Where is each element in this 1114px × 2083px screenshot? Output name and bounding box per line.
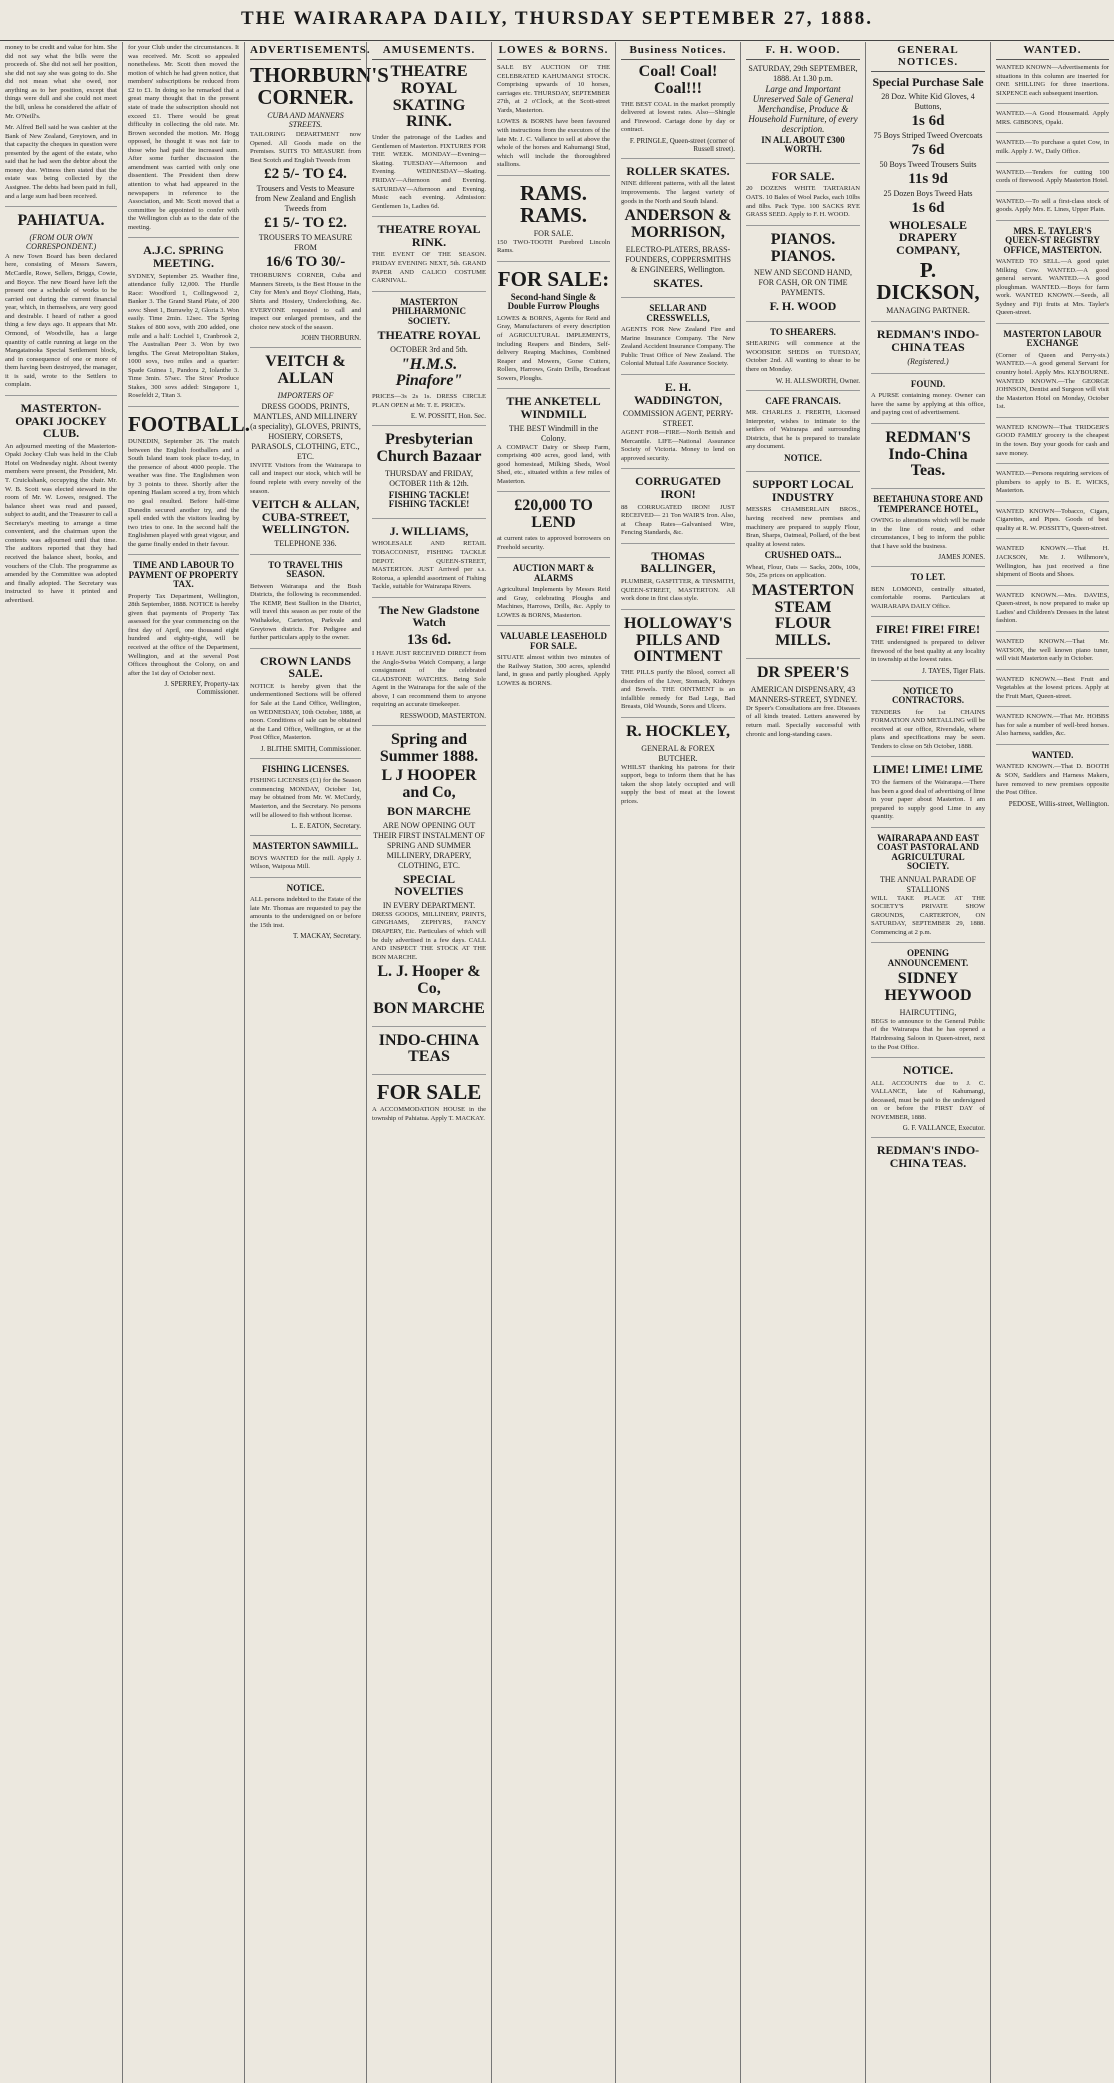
ad-heading: ANDERSON & MORRISON, [624,207,732,241]
ad-heading: IN ALL ABOUT £300 WORTH. [761,135,845,155]
ad-heading: PIANOS. PIANOS. [770,230,836,265]
ad-heading: P. DICKSON, [876,258,980,305]
ad-text: ARE NOW OPENING OUT THEIR FIRST INSTALMENT OF SPRING AND SUMMER MILLINERY, DRAPERY, CLOTHING, ETC. [373,820,485,870]
ad-heading: TO TRAVEL THIS SEASON. [268,559,343,580]
ad-heading: REDMAN'S Indo-China Teas. [885,428,971,480]
notice-text: ALL ACCOUNTS due to J. C. VALLANCE, late of Kahumangi, deceased, must be paid to the undersigned on or before the FIRST DAY of NOVEMBER, 1888. [871,1079,985,1121]
column-heading: AMUSEMENTS. [372,44,486,60]
ad-heading: THEATRE ROYAL RINK. [377,222,481,249]
lime-ad [871,763,985,827]
notice-signature: J. BLITHE SMITH, Commissioner. [260,744,361,753]
notice-heading: FISHING LICENSES. [261,763,350,774]
ad-text: TO the farmers of the Wairarapa.—There has been a good deal of advertising of lime in your paper about Masterton. I am prepared to supply good Lime in any quantity. [871,778,985,821]
tea-ad [372,1033,486,1076]
ad-text: at current rates to approved borrowers on Freehold security. [497,534,610,551]
ad-show-title: "H.M.S. Pinafore" [395,355,463,390]
ad-text: 20 DOZENS WHITE TARTARIAN OATS. 10 Bales of Wool Packs, each 10lbs and 8lbs. Pack Type. 100 SACKS RYE GRASS SEED. Apply to F. H. WOOD. [746,185,860,219]
ad-text: PRICES—3s 2s 1s. DRESS CIRCLE PLAN OPEN at Mr. T. E. PRICE's. [372,393,486,409]
ad-line: 50 Boys Tweed Trousers Suits [879,159,977,169]
ad-text: WANTED KNOWN.—That D. BOOTH & SON, Saddlers and Harness Makers, have removed to new premises opposite the Post Office. [996,763,1109,797]
ad-text: FOR CASH, OR ON TIME PAYMENTS. [758,278,848,298]
ad-subheading: THE BEST Windmill in the Colony. [508,423,599,443]
ad-text: THE undersigned is prepared to deliver firewood of the best quality at any locality in township at the lowest rates. [871,639,985,664]
ad-heading: NOTICE. [784,452,822,463]
special-sale-ad [871,76,985,322]
shearers-notice [746,328,860,391]
notice-signature: JAMES JONES. [938,553,985,562]
ad-subheading: IMPORTERS OF [277,390,334,400]
ad-text: LOWES & BORNS, Agents for Reid and Gray, Manufacturers of every description of AGRICULTURAL IMPLEMENTS, including Reapers and Binders, Self-delivery Reaping Machines, Combined Reaper and Mowers, Gorse Cutters, Rollers, Harrows, Grain Drills, Broadcast Sowers, Ploughs. [497,314,610,382]
ad-heading: CRUSHED OATS... [764,550,842,561]
property-tax-notice [128,561,239,701]
ad-text: WANTED KNOWN.—Best Fruit and Vegetables at the lowest prices. Apply at the Fruit Mart, Queen-street. [996,675,1109,700]
ad-text: 150 TWO-TOOTH Purebred Lincoln Rams. [497,238,610,255]
chamberlain-ad [746,478,860,659]
ad-subheading: IN EVERY DEPARTMENT. [382,900,476,910]
article-text: A new Town Board has been declared here, consisting of Messrs Sawers, McCardle, Rowe, Sellers, Briggs, Cowie, and Boyce. The new Board have left the present one a schedule of works to be carried out during the current financial year, which, in themselves, are very good and desirable. I heard of rather a good thing a few days ago. It appears that Mr. Ormond, of Woodville, has a large quantity of cattle running at large on the Mangatainoka Special Settlement block, and in consequence of one or more of them having been destroyed, the manager, it is said, wrote to the Settlers to complain. [5,252,117,389]
ad-subheading: Second-hand Single & Double Furrow Ploughs [507,292,600,312]
notice-heading: NOTICE. [286,882,325,893]
ploughs-ad [497,268,610,389]
ad-subheading: COMMISSION AGENT, PERRY-STREET. [622,409,734,429]
ad-text: I HAVE JUST RECEIVED DIRECT from the Anglo-Swiss Watch Company, a large consignment of the celebrated GLADSTONE WATCHES. Being Sole Agent in the Wairarapa for the sale of the above, I can recommend them to anyone requiring an accurate timekeeper. [372,649,486,709]
ad-text: WANTED KNOWN—That TRIDGER'S GOOD FAMILY grocery is the cheapest in the town. Buy your goods for cash and save money. [996,423,1109,457]
ad-price: £2 5/- TO £4. [264,166,347,183]
ad-heading: L J HOOPER and Co, [381,767,477,802]
ad-subheading: AMERICAN DISPENSARY, 43 MANNERS-STREET, SYDNEY. [749,684,857,704]
ad-text: THE EVENT OF THE SEASON. FRIDAY EVENING NEXT, 5th. GRAND PAPER AND CALICO COSTUME CARNIVAL. [372,251,486,285]
ad-signature: PEDOSE, Willis-street, Wellington. [1008,799,1109,808]
article-subheading: (FROM OUR OWN CORRESPONDENT.) [25,232,97,251]
notice-text: ALL persons indebted to the Estate of the late Mr. Thomas are requested to pay the amounts to the undersigned on or before the 15th inst. [250,896,361,929]
hairdresser-ad [871,949,985,1058]
ad-heading: Presbyterian Church Bazaar [376,431,482,466]
ad-heading: AUCTION MART & ALARMS [512,563,595,583]
article-heading: PAHIATUA. [17,212,105,230]
notice-signature: W. H. ALLSWORTH, Owner. [775,376,860,385]
windmill-ad [497,395,610,492]
ad-heading: FIRE! FIRE! FIRE! [876,622,980,637]
ad-subheading: (Registered.) [907,356,949,366]
ad-text: Between Wairarapa and the Bush Districts, the following is recommended. The KEMP, Best Stallion in the District, will travel this season as per route of the Waihakeke, Carterton, Parkvale and Greytown districts. For Pedigree and further particulars apply to the owner. [250,582,361,642]
carnival-ad [372,223,486,291]
ad-text: DRESS GOODS, MILLINERY, PRINTS, GINGHAMS, ZEPHYRS, FANCY DRAPERY, Etc. Particulars of which will be duly advertised in a few days. CALL AND INSPECT THE STOCK AT THE BON MARCHE. [372,910,486,961]
notice-text: A PURSE containing money. Owner can have the same by applying at this office, and paying cost of advertisement. [871,392,985,417]
notice-signature: L. E. EATON, Secretary. [291,822,361,831]
spring-summer-ad [372,732,486,1027]
newspaper-title: THE WAIRARAPA DAILY, THURSDAY SEPTEMBER 27, 1888. [240,8,874,29]
ad-text: WHOLESALE AND RETAIL TOBACCONIST, FISHING TACKLE DEPOT. QUEEN-STREET, MASTERTON. JUST Arrived per s.s. Rotorua, a splendid assortment of Fishing Tackle, suitable for Wairarapa Rivers. [372,540,486,591]
to-let-ad [871,573,985,617]
notice-heading: TIME AND LABOUR TO PAYMENT OF PROPERTY TAX. [128,560,239,590]
oats-sale-ad [746,170,860,226]
leasehold-ad [497,632,610,693]
ad-heading: FOR SALE. [771,168,835,183]
ad-heading: CAFE FRANCAIS. [765,395,841,406]
ad-heading: RAMS. RAMS. [519,180,588,227]
column-3 [244,42,389,2083]
ad-heading: Spring and Summer 1888. [379,730,479,765]
redman-tea-ad [871,328,985,373]
ad-text: BEN LOMOND, centrally situated, comfortable rooms. Particulars at WAIRARAPA DAILY Office. [871,585,985,610]
masthead [0,0,1114,41]
article-text: Mr. Alfred Bell said he was cashier at the Bank of New Zealand, Greytown, and in that capacity the cheques in question were presented by the agent of the estate, who said that he had seen the debtor about the money due. Witness then stated that the estate was being collected by the Assignee. The debts had been paid in full, and a large sum had been received. [5,124,117,200]
rams-ad [497,182,610,262]
ad-signature: F. H. WOOD [769,299,837,314]
columns-container [0,42,1114,2083]
ad-text: THORBURN'S CORNER, Cuba and Manners Streets, is the Best House in the City for Men's and Boys' Clothing, Hats, Shirts and Hosiery, Underclothing, &c. EVERYONE requested to call and inspect our enlarged premises, and the choice new stock of the season. [250,272,361,331]
ad-text: Agricultural Implements by Messrs Reid and Gray, celebrating Ploughs and Machines, Harrows, Drills, &c. Apply to LOWES & BORNS, Masterton. [497,585,610,619]
ad-subheading: BON MARCHE [387,804,471,819]
notice-text: OWING to alterations which will be made in the line of route, and other circumstances, I beg to inform the public that I have sold the business. [871,517,985,550]
ad-subheading: Large and Important Unreserved Sale of General Merchandise, Produce & Household Furniture, of every description. [748,84,858,134]
ad-price: 7s 6d [911,141,945,158]
contractors-notice [871,687,985,758]
ad-line: TROUSERS TO MEASURE FROM [258,233,353,253]
ad-text: SALE BY AUCTION OF THE CELEBRATED KAHUMANGI STOCK. Comprising upwards of 10 horses, carriages etc. THURSDAY, SEPTEMBER 27th, at 2 o'Clock, at the Scott-street Yards, Masterton. [497,64,610,114]
auction-ad [497,64,610,176]
wanted-ad [996,508,1109,540]
ad-subheading: BON MARCHE [373,999,485,1017]
ad-text: AGENT FOR—FIRE—North British and Mercantile. LIFE—National Assurance Society of Victoria. Money to lend on approved security. [621,429,735,462]
article-text: An adjourned meeting of the Masterton-Opaki Jockey Club was held in the Club Hotel on Wednesday night. About twenty members were present, the President, Mr. T. Cruickshank, occupying the chair. Mr. W. B. Scott was elected steward in the room of Mr. W. Lowes, resigned. The balance sheet was read and passed, subject to audit, and the Treasurer to call a Secretary's meeting to arrange a time convenient, and the chairman upon the contents was adjourned until that time. The auditors reported that they had received the balance sheet, books, and vouchers of the Club. The programme as amended by the Committee was adopted and finally adopted. The Secretary was instructed to have it printed and advertised. [5,442,117,604]
wanted-ad [996,169,1109,192]
ad-text: WANTED TO SELL.—A good quiet Milking Cow. WANTED.—A good general servant. WANTED.—A good ploughman. WANTED.—Boys for farm work. WANTED KNOWN.—Seeds, all Sydney and Fiji fruits at Mrs. Tayler's Queen-street. [996,258,1109,317]
ad-text: WANTED KNOWN.—That Mr. HOBBS has for sale a number of well-bred horses. Also harness, saddles, &c. [996,713,1109,738]
ad-price: 16/6 TO 30/- [265,254,346,271]
ad-text: WANTED.—To sell a first-class stock of goods. Apply Mrs. E. Lines, Upper Plain. [996,197,1109,214]
ad-price: 1s 6d [911,199,945,216]
ad-heading: L. J. Hooper & Co, [377,963,481,998]
ad-text: BOYS WANTED for the mill. Apply J. Wilson, Waipoua Mill. [250,854,361,871]
wanted-ad [996,676,1109,708]
notice-text: TENDERS for 1st CHAINS FORMATION AND METALLING will be received at our office, Riversdale, where plans and specifications may be seen. Tenders to close on 5th October, 1888. [871,708,985,750]
fishing-licenses-notice [250,765,361,836]
crown-lands-notice [250,655,361,759]
stallion-ad [250,561,361,649]
article-text: DUNEDIN, September 26. The match between the English footballers and a South Island team took place to-day, in the presence of about 4000 people. The weather was fine. The Englishmen won by 3 points to three. Shortly after the opening Haslam scored a try, from which no goal resulted. Before half-time Dunedin secured another try, and the spell ended with the visitors leading by two tries to one. In the second half the Englishmen played with great vigour, and the game finally ended in their favour. [128,438,239,548]
coal-ad [621,64,735,159]
williams-tobacconist-ad [372,525,486,598]
jockey-club-article [5,402,117,610]
vallance-notice [871,1064,985,1138]
ad-subheading: FOR SALE. [533,228,574,238]
notice-text: NOTICE is hereby given that the undermentioned Sections will be offered for Sale at the Land Office, Wellington, on WEDNESDAY, 10th October, 1888, at noon. Conditions of sale can be obtained at the Land Office, Wellington, or at the Post Office, Masterton. [250,682,361,742]
ad-text: WANTED KNOWN.—Mrs. DAVIES, Queen-street, is now prepared to make up Ladies' and Children's Dresses in the latest fashion. [996,591,1109,625]
ad-text: PLUMBER, GASFITTER, & TINSMITH, QUEEN-STREET, MASTERTON. All work done in first class style. [621,578,735,603]
registry-office-ad [996,227,1109,324]
ad-list: DRESS GOODS, PRINTS, MANTLES, AND MILLINERY (a speciality), GLOVES, PRINTS, HOSIERY, CORSETS, PARASOLS, CLOTHING, ETC., ETC. [250,401,361,461]
found-notice [871,380,985,424]
ad-heading: THE ANKETELL WINDMILL [506,394,601,421]
redman-tea-ad-2 [871,430,985,489]
wanted-ad [996,638,1109,670]
column-8 [865,42,990,2083]
ad-text: WANTED.—A Good Housemaid. Apply MRS. GIBBONS, Opaki. [996,110,1109,126]
ad-text: MESSRS CHAMBERLAIN BROS., having received new premises and machinery are prepared to supply Flour, Bran, Sharps, Oatmeal, Pollard, of the best quality at lowest rates. [746,506,860,548]
ad-subheading: CUBA AND MANNERS STREETS. [267,111,344,130]
ad-text: A COMPACT Dairy or Sheep Farm, comprising 400 acres, good land, with good homestead, Milking Sheds, Wool Shed, etc., situated within a few miles of Masterton. [497,443,610,485]
ad-heading: R. HOCKLEY, [626,722,730,740]
ad-heading: MASTERTON PHILHARMONIC SOCIETY. [392,296,466,326]
ad-text: INVITE Visitors from the Wairarapa to call and inspect our stock, which will be found replete with every novelty of the season. [250,461,361,495]
ad-heading: WANTED. [1031,750,1074,760]
notice-text: SHEARING will commence at the WOODSIDE SHEDS on TUESDAY, October 2nd. All wanting to shear to be there on Monday. [746,340,860,374]
ad-heading: THOMAS BALLINGER, [640,548,716,576]
column-9 [990,42,1114,2083]
ad-text: NINE different patterns, with all the latest improvements. The largest variety of goods in the North and South Island. [621,180,735,205]
bazaar-ad [372,432,486,518]
notice-signature: G. F. VALLANCE, Executor. [902,1124,985,1133]
holloway-ad [621,616,735,718]
ad-line: Trousers and Vests to Measure from New Zealand and English Tweeds from [255,184,356,214]
labour-exchange-ad [996,330,1109,418]
notice-heading: TO SHEARERS. [770,326,836,337]
ad-text: MR. CHARLES J. FRERTH, Licensed Interpreter, wishes to intimate to the settlers of Wairarapa and surrounding Districts, that he is prepared to translate any document. [746,409,860,451]
ad-telephone: TELEPHONE 336. [274,538,337,548]
ad-heading: SUPPORT LOCAL INDUSTRY [752,477,854,504]
column-4 [366,42,491,2083]
ad-signature: F. PRINGLE, Queen-street (corner of Russell street). [629,136,735,153]
ad-heading: FOR SALE [376,1080,482,1105]
ad-text: WANTED.—To purchase a quiet Cow, in milk. Apply J. W., Daily Office. [996,139,1109,155]
ad-heading: VALUABLE LEASEHOLD FOR SALE. [499,631,608,651]
estate-notice [250,884,361,946]
cafe-ad [746,397,860,473]
ad-heading: MRS. E. TAYLER'S QUEEN-ST REGISTRY OFFICE, MASTERTON. [1003,225,1102,255]
ad-line: 28 Doz. White Kid Gloves, 4 Buttons, [881,91,975,111]
notice-signature: T. MACKAY, Secretary. [292,932,361,941]
auction-mart-ad [497,564,610,626]
wanted-ad [996,470,1109,502]
ad-price: £1 5/- TO £2. [264,215,347,232]
ad-heading: DR SPEER'S [756,664,850,682]
wanted-ad [996,713,1109,745]
ad-line: 25 Dozen Boys Tweed Hats [883,188,973,198]
wanted-ad [996,751,1109,813]
ad-heading: THEATRE ROYAL SKATING RINK. [390,63,468,131]
ad-heading: FOR SALE: [497,266,610,291]
notice-text: WILL TAKE PLACE AT THE SOCIETY'S PRIVATE SHOW GROUNDS, CARTERTON, ON SATURDAY, SEPTEMBER 29, 1888. Commencing at 2 p.m. [871,894,985,936]
gladstone-watch-ad [372,604,486,726]
ad-date: OCTOBER 3rd and 5th. [390,344,468,354]
wanted-ad [996,139,1109,162]
column-6 [615,42,740,2083]
ad-heading: OPENING ANNOUNCEMENT. [887,948,969,968]
column-heading: F. H. WOOD. [746,44,860,60]
ad-subheading: MANAGING PARTNER. [886,306,970,316]
ad-text: Dr Speer's Consultations are free. Diseases of all kinds treated. Letters answered by return mail. Specially successful with chronic and long-standing cases. [746,704,860,738]
ad-heading: MASTERTON LABOUR EXCHANGE [1003,329,1102,349]
ad-text: FISHING TACKLE! FISHING TACKLE! [388,489,470,510]
philharmonic-ad [372,298,486,427]
ad-heading: Special Purchase Sale [872,75,984,89]
ad-heading: The New Gladstone Watch [378,602,480,630]
ad-heading: VEITCH & ALLAN [265,353,346,388]
hockley-ad [621,724,735,812]
article-heading: FOOTBALL. [128,412,250,436]
ad-text: SITUATE almost within two minutes of the Railway Station, 300 acres, splendid land, in grass and partly ploughed. Apply LOWES & BORNS. [497,654,610,687]
ad-text: WHILST thanking his patrons for their support, begs to inform them that he has taken the shop lately occupied and will supply the best of meat at the lowest prices. [621,763,735,805]
insurance-agents-ad [621,304,735,375]
pahiatua-article [5,213,117,396]
column-heading: GENERAL NOTICES. [871,44,985,72]
thorburn-ad [250,63,389,348]
ad-heading: HOLLOWAY'S PILLS AND OINTMENT [624,614,732,666]
notice-text: Property Tax Department, Wellington, 28th September, 1888. NOTICE is hereby given that payments of Property Tax assessed for the year commencing on the first day of April, one thousand eight hundred and eighty-eight, will be received at the office of the Department, Wellington, and at the several Post Offices throughout the Colony, on and after the 1st day of October next. [128,592,239,677]
skating-rink-ad [372,64,486,217]
ad-heading: £20,000 TO LEND [514,497,593,532]
ad-heading: J. WILLIAMS, [389,523,469,538]
ad-heading: SELLAR AND CRESSWELLS, [646,303,710,323]
ad-text: A ACCOMMODATION HOUSE in the township of Pahiatua. Apply T. MACKAY. [372,1106,486,1122]
ad-heading: REDMAN'S INDO-CHINA TEAS. [876,1143,980,1171]
football-article [128,412,250,555]
ad-heading: LIME! LIME! LIME [872,762,983,777]
wood-sale-ad [746,64,860,164]
article-heading: A.J.C. SPRING MEETING. [143,243,224,270]
pastoral-society-notice [871,834,985,944]
ballinger-ad [621,550,735,610]
wanted-ad [996,424,1109,464]
sawmill-ad [250,842,361,878]
ad-text: WANTED.—Persons requiring services of plumbers to apply to B. E. WICKS, Masterton. [996,470,1109,495]
for-sale-ad [372,1081,486,1128]
wanted-ad [996,545,1109,585]
article-text: SYDNEY, September 25. Weather fine, attendance fully 12,000. The Hurdle Race: Woodford 1, Collingwood 2, Banker 3. The Grand Stand Plate, of 200 sovs: Sheet 1, Burrawhy 2, Gloria 3. Won easily. Time 2min. 12sec. The Spring Stakes of 800 sovs, with 200 added, one mile and a half: Lochiel 1, Cranbrook 2, The Australian Peer 3. Won by two lengths. The Great Metropolitan Stakes, 1000 sovs, two miles and a quarter: Spade Guinea 1, Pandora 2, Iolanthe 3. Time 3min. 57sec. The Sires' Produce Stakes, 300 sovs added: Singapore 1, Rosefeldt 2, Titan 3. [128,272,239,400]
ad-text: WANTED.—Tenders for cutting 100 cords of firewood. Apply Masterton Hotel. [996,168,1109,185]
ad-heading: MASTERTON STEAM FLOUR MILLS. [751,581,855,650]
ad-text: WANTED KNOWN.—That H. JACKSON, Mr. J. Wilhmore's, Wellington, has just received a fine shipment of Boots and Shoes. [996,545,1109,579]
ad-heading: E. H. WADDINGTON, [633,380,723,407]
roller-skates-ad [621,165,735,298]
ad-text: AGENTS FOR New Zealand Fire and Marine Insurance Company. The New Zealand Accident Insurance Company. The Public Trust Office of New Zealand. The Colonial Mutual Life Assurance Society. [621,326,735,368]
column-heading: Business Notices. [621,44,735,60]
ad-signature: E. W. POSSITT, Hon. Sec. [410,412,486,421]
notice-heading: NOTICE. [902,1063,954,1078]
notice-heading: NOTICE TO CONTRACTORS. [891,685,965,706]
wanted-ad [996,198,1109,221]
ad-price: 13s 6d. [406,631,452,648]
ad-date: THURSDAY and FRIDAY, OCTOBER 11th & 12th. [384,468,474,488]
notice-text: FISHING LICENSES (£1) for the Season commencing MONDAY, October 1st, may be obtained from Mr. W. McCurdy, Masterton, and the Secretary. No persons will be allowed to fish without license. [250,777,361,819]
wanted-ad [996,592,1109,632]
ad-heading: THORBURN'S CORNER. [250,63,389,110]
notice-subheading: THE ANNUAL PARADE OF STALLIONS [879,874,977,894]
ad-subheading: HAIRCUTTING, [899,1007,957,1017]
ad-address: VEITCH & ALLAN, CUBA-STREET, WELLINGTON. [251,497,360,537]
ad-price: 1s 6d [911,112,945,129]
wanted-ad [996,64,1109,104]
loan-ad [497,498,610,558]
ad-heading: SIDNEY HEYWOOD [884,970,972,1005]
ad-signature: J. TAYES, Tiger Flats. [922,666,985,675]
column-5 [491,42,615,2083]
column-7 [740,42,865,2083]
ad-heading: CORRUGATED IRON! [635,474,721,502]
ad-heading: MASTERTON SAWMILL. [252,841,359,852]
hotel-notice [871,495,985,567]
ad-heading: SKATES. [653,275,703,290]
ad-text: WANTED KNOWN—Advertisements for situations in this column are inserted for ONE SHILLING for three insertions. SIXPENCE each subsequent insertion. [996,64,1109,97]
article-continued [5,44,117,207]
ad-text: WANTED KNOWN—Tobacco, Cigars, Cigarettes, and Pipes. Goods of best quality at R. W. POSSITT's, Queen-street. [996,507,1109,532]
ad-line: 75 Boys Striped Tweed Overcoats [873,130,983,140]
notice-heading: CROWN LANDS SALE. [259,653,351,681]
ad-text: BEGS to announce to the General Public of the Wairarapa that he has opened a Hairdressing Saloon in Queen-street, next to the Post Office. [871,1017,985,1051]
ad-heading: WHOLESALE DRAPERY COMPANY, [888,217,968,257]
article-continued [128,44,239,238]
article-heading: MASTERTON-OPAKI JOCKEY CLUB. [15,400,107,441]
ad-signature: RESSWOOD, MASTERTON. [400,711,486,720]
ajc-meeting-article [128,244,239,407]
notice-heading: BEETAHUNA STORE AND TEMPERANCE HOTEL, [873,494,983,514]
ad-text: (Corner of Queen and Perry-sts.) WANTED.—A good general Servant for country hotel. Apply Mrs. KLYBOURNE. WANTED KNOWN.—The GEORGE JOHNSON, Dentist and Surgeon will visit the Masterton Hotel on Monday, October 1st. [996,351,1109,411]
ad-date: SATURDAY, 29th SEPTEMBER, 1888. At 1.30 p.m. [748,64,858,83]
ad-heading: INDO-CHINA TEAS [378,1031,480,1066]
article-text: for your Club under the circumstances. It was received. Mr. Scott so appealed nonetheless. Mr. Scott then moved the motion of which he had given notice, that members' subscriptions be reduced from £2 to £1. In doing so he remarked that a great many thought that in the present state of trade the subscription should not exceed £1. There would be great difficulty in collecting the old rate. Mr. Brown seconded the motion. Mr. Hogg opposed, he thought it was not fair to those who had paid the increased sum. After some further discussion the amendment was carried with only one dissentient. The President then drew attention to what had appeared in the newspapers in reference to the Association, and Mr. Scott moved that a committee be appointed to confer with the Wellington club as to the date of the meeting. [128,44,239,231]
ad-subheading: GENERAL & FOREX BUTCHER. [641,743,715,763]
ad-text: ELECTRO-PLATERS, BRASS-FOUNDERS, COPPERSMITHS & ENGINEERS, Wellington. [625,244,731,274]
column-1 [0,42,122,2083]
article-text: money to be credit and value for him. She did not say what the bills were the proceeds of. She did not sell her position, she did not say she was going to do. She did not mean what she owed, nor anything as to her position, except that things were dull and she could not meet the bill, unless he considered the affair of Mr. O'Neill's. [5,44,117,120]
ad-heading: TO LET. [910,572,946,583]
column-2 [122,42,250,2083]
ad-price: 11s 9d [908,170,948,187]
ad-text: THE BEST COAL in the market promptly delivered at lowest rates. Also—Shingle and Firewood. Cartage done by day or contract. [621,100,735,134]
ad-signature: JOHN THORBURN. [301,334,361,343]
ad-text: THE PILLS purify the Blood, correct all disorders of the Liver, Stomach, Kidneys and Bowels. THE OINTMENT is an infallible remedy for Bad Legs, Bad Breasts, Old Wounds, Sores and Ulcers. [621,669,735,711]
ad-subheading: NEW AND SECOND HAND, [753,268,853,278]
column-heading: WANTED. [996,44,1109,60]
notice-heading: FOUND. [910,378,946,389]
ad-heading: Coal! Coal! Coal!!! [638,63,718,97]
column-heading: ADVERTISEMENTS. [250,44,361,60]
ad-subheading: THEATRE ROYAL [377,328,481,342]
corrugated-iron-ad [621,475,735,543]
column-heading: LOWES & BORNS. [497,44,610,60]
ad-text: LOWES & BORNS have been favoured with instructions from the executors of the late Mr. J. C. Vallance to sell at above the whole of the horses and Kahumangi Stud, which will include the thoroughbred stallions. [497,118,610,169]
ad-text: TAILORING DEPARTMENT now Opened. All Goods made on the Premises. SUITS TO MEASURE from Best Scotch and English Tweeds from [250,131,361,164]
ad-text: Wheat, Flour, Oats — Sacks, 200s, 100s, 50s, 25s prices on application. [746,563,860,580]
veitch-allan-ad [250,354,361,555]
ad-heading: SPECIAL NOVELTIES [394,871,464,899]
ad-text: WANTED KNOWN.—That Mr. WATSON, the well known piano tuner, will visit Masterton early in October. [996,637,1109,663]
ad-heading: REDMAN'S INDO-CHINA TEAS [876,327,980,355]
redman-tea-ad-3 [871,1144,985,1177]
dr-speer-ad [746,665,860,744]
pianos-ad [746,232,860,322]
notice-signature: J. SPERREY, Property-tax Commissioner. [164,680,239,697]
wanted-ad [996,110,1109,133]
ad-text: Under the patronage of the Ladies and Gentlemen of Masterton. FIXTURES FOR THE WEEK. MONDAY—Evening—Skating. TUESDAY—Afternoon and Evening. WEDNESDAY—Skating. FRIDAY—Afternoon and Evening. SATURDAY—Afternoon and Evening. Music each evening. Admission: Gentlemen 1s, Ladies 6d. [372,134,486,210]
firewood-ad [871,623,985,680]
ad-text: 88 CORRUGATED IRON! JUST RECEIVED— 21 Ton WAIR'S Iron. Also, at Cheap Rates—Galvanised Wire, Fencing Standards, &c. [621,503,735,537]
waddington-ad [621,381,735,469]
notice-heading: WAIRARAPA AND EAST COAST PASTORAL AND AGRICULTURAL SOCIETY. [876,832,980,872]
ad-heading: ROLLER SKATES. [626,163,730,178]
